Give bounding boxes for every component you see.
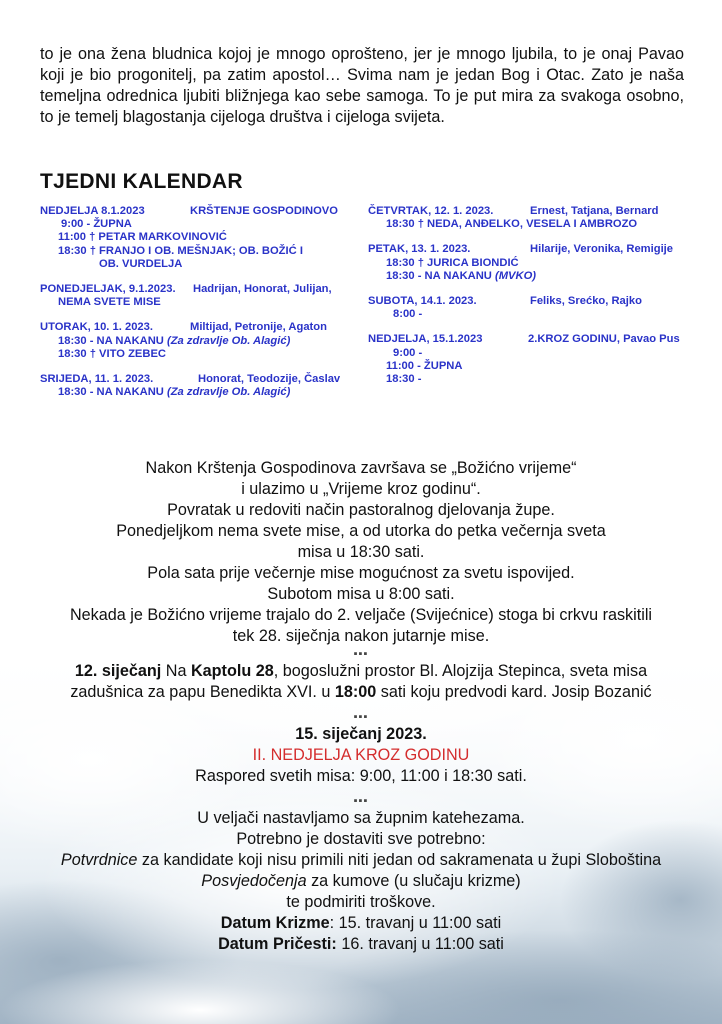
notice-line: Povratak u redoviti način pastoralnog djelovanja župe. — [167, 501, 555, 519]
calendar-left-column — [40, 205, 360, 411]
notice-line: Ponedjeljkom nema svete mise, a od utorka do petka večernja sveta — [116, 522, 606, 540]
entry-names: KRŠTENJE GOSPODINOVO — [190, 205, 338, 217]
sunday-name: II. NEDJELJA KROZ GODINU — [252, 746, 470, 764]
mass-line: NEMA SVETE MISE — [58, 296, 161, 309]
mass-line: OB. VURDELJA — [99, 257, 183, 270]
notice-emphasis: Potvrdnice — [60, 851, 138, 869]
entry-names: Hilarije, Veronika, Remigije — [530, 243, 674, 256]
mass-line: 11:00 - ŽUPNA — [386, 359, 463, 372]
entry-names: Feliks, Srećko, Rajko — [530, 295, 642, 308]
separator: ▪▪▪ — [353, 795, 369, 807]
confirmation-date-label: Datum Krizme — [220, 914, 330, 932]
communion-date-label: Datum Pričesti: — [218, 935, 337, 953]
christmas-season-notice — [0, 458, 722, 647]
calendar-entry-tuesday — [40, 321, 360, 361]
catechesis-notice — [0, 808, 722, 955]
entry-names: Ernest, Tatjana, Bernard — [530, 205, 659, 217]
confirmation-date-value: : 15. travanj u 11:00 sati — [329, 914, 502, 932]
mass-line: 18:30 - — [386, 373, 422, 386]
calendar-entry-friday — [368, 243, 688, 283]
mass-line: 9:00 - — [393, 346, 423, 359]
notice-line: te podmiriti troškove. — [286, 893, 436, 911]
sunday-schedule-notice — [0, 724, 722, 787]
mass-line: 18:30 † VITO ZEBEC — [58, 347, 166, 360]
notice-line: Nakon Krštenja Gospodinova završava se „Božićno vrijeme“ — [145, 459, 577, 477]
notice-line: U veljači nastavljamo sa župnim katehezama. — [197, 809, 525, 827]
entry-names: Miltijad, Petronije, Agaton — [190, 321, 327, 334]
entry-day: PONEDJELJAK, 9.1.2023. — [40, 283, 176, 296]
mass-line: 18:30 - NA NAKANU — [58, 386, 164, 399]
entry-day: NEDJELJA 8.1.2023 — [40, 205, 145, 217]
calendar-entry-sunday-8 — [40, 205, 360, 271]
entry-day: PETAK, 13. 1. 2023. — [368, 243, 471, 256]
calendar-entry-monday — [40, 283, 360, 309]
communion-date-value: 16. travanj u 11:00 sati — [336, 935, 504, 953]
entry-names: 2.KROZ GODINU, Pavao Pus — [528, 333, 680, 346]
notice-date: 12. siječanj — [74, 662, 162, 680]
notice-text: za kandidate koji nisu primili niti jedan od sakramenata u župi Sloboština — [137, 851, 662, 869]
intention-note: (Za zdravlje Ob. Alagić) — [167, 334, 291, 347]
entry-day: NEDJELJA, 15.1.2023 — [368, 333, 483, 346]
mass-line: 18:30 - NA NAKANU — [58, 334, 164, 347]
notice-text: Na — [161, 662, 191, 680]
calendar-entry-wednesday — [40, 373, 360, 399]
entry-day: ČETVRTAK, 12. 1. 2023. — [368, 205, 494, 217]
mass-line: 18:30 - NA NAKANU — [386, 269, 492, 282]
notice-emphasis: Posvjedočenja — [201, 872, 307, 890]
calendar-entry-thursday — [368, 205, 688, 231]
separator: ▪▪▪ — [353, 648, 369, 660]
mass-line: 11:00 † PETAR MARKOVINOVIĆ — [58, 231, 227, 244]
notice-date: 15. siječanj 2023. — [295, 725, 427, 743]
calendar-entry-sunday-15 — [368, 333, 688, 386]
notice-line: Nekada je Božićno vrijeme trajalo do 2. veljače (Svijećnice) stoga bi crkvu raskitili — [69, 606, 653, 624]
notice-line: tek 28. siječnja nakon jutarnje mise. — [232, 627, 490, 645]
notice-text: za kumove (u slučaju krizme) — [306, 872, 521, 890]
mass-line: 18:30 † NEDA, ANĐELKO, VESELA I AMBROZO — [386, 218, 638, 231]
mass-line: 8:00 - — [393, 308, 423, 321]
notice-line: misa u 18:30 sati. — [297, 543, 425, 561]
notice-text: , bogoslužni prostor Bl. Alojzija Stepinca, sveta misa — [273, 662, 648, 680]
weekly-calendar-title: TJEDNI KALENDAR — [40, 170, 243, 193]
mass-line: 18:30 † JURICA BIONDIĆ — [386, 256, 519, 269]
entry-names: Honorat, Teodozije, Časlav — [198, 373, 341, 386]
notice-text: zadušnica za papu Benedikta XVI. u — [70, 683, 335, 701]
requiem-mass-notice — [0, 661, 722, 703]
mass-line: 18:30 † FRANJO I OB. MEŠNJAK; OB. BOŽIĆ I — [58, 244, 303, 257]
entry-day: SRIJEDA, 11. 1. 2023. — [40, 373, 154, 386]
mass-schedule: Raspored svetih misa: 9:00, 11:00 i 18:30 sati. — [195, 767, 527, 785]
notice-line: Potrebno je dostaviti sve potrebno: — [236, 830, 486, 848]
intention-note: (Za zdravlje Ob. Alagić) — [167, 386, 291, 399]
entry-day: SUBOTA, 14.1. 2023. — [368, 295, 477, 308]
calendar-right-column — [368, 205, 688, 398]
notice-line: i ulazimo u „Vrijeme kroz godinu“. — [241, 480, 481, 498]
notice-place: Kaptolu 28 — [190, 662, 274, 680]
intro-paragraph: to je ona žena bludnica kojoj je mnogo oprošteno, jer je mnogo ljubila, to je onaj Pavao koji je bio progonitelj, pa zatim apostol… Svima nam je jedan Bog i Otac. Zato je naša temeljna odrednica ljubiti bližnjega kao sebe samoga. To je put mira za svakoga osobno, to je temelj blagostanja cijeloga društva i cijeloga svijeta. — [40, 45, 684, 126]
entry-day: UTORAK, 10. 1. 2023. — [40, 321, 153, 334]
calendar-entry-saturday — [368, 295, 688, 321]
entry-names: Hadrijan, Honorat, Julijan, — [193, 283, 332, 296]
separator: ▪▪▪ — [353, 711, 369, 723]
intention-note: (MVKO) — [495, 269, 537, 282]
notice-time: 18:00 — [334, 683, 377, 701]
mass-line: 9:00 - ŽUPNA — [61, 218, 132, 231]
notice-line: Pola sata prije večernje mise mogućnost za svetu ispovijed. — [147, 564, 575, 582]
notice-text: sati koju predvodi kard. Josip Bozanić — [376, 683, 652, 701]
notice-line: Subotom misa u 8:00 sati. — [267, 585, 455, 603]
